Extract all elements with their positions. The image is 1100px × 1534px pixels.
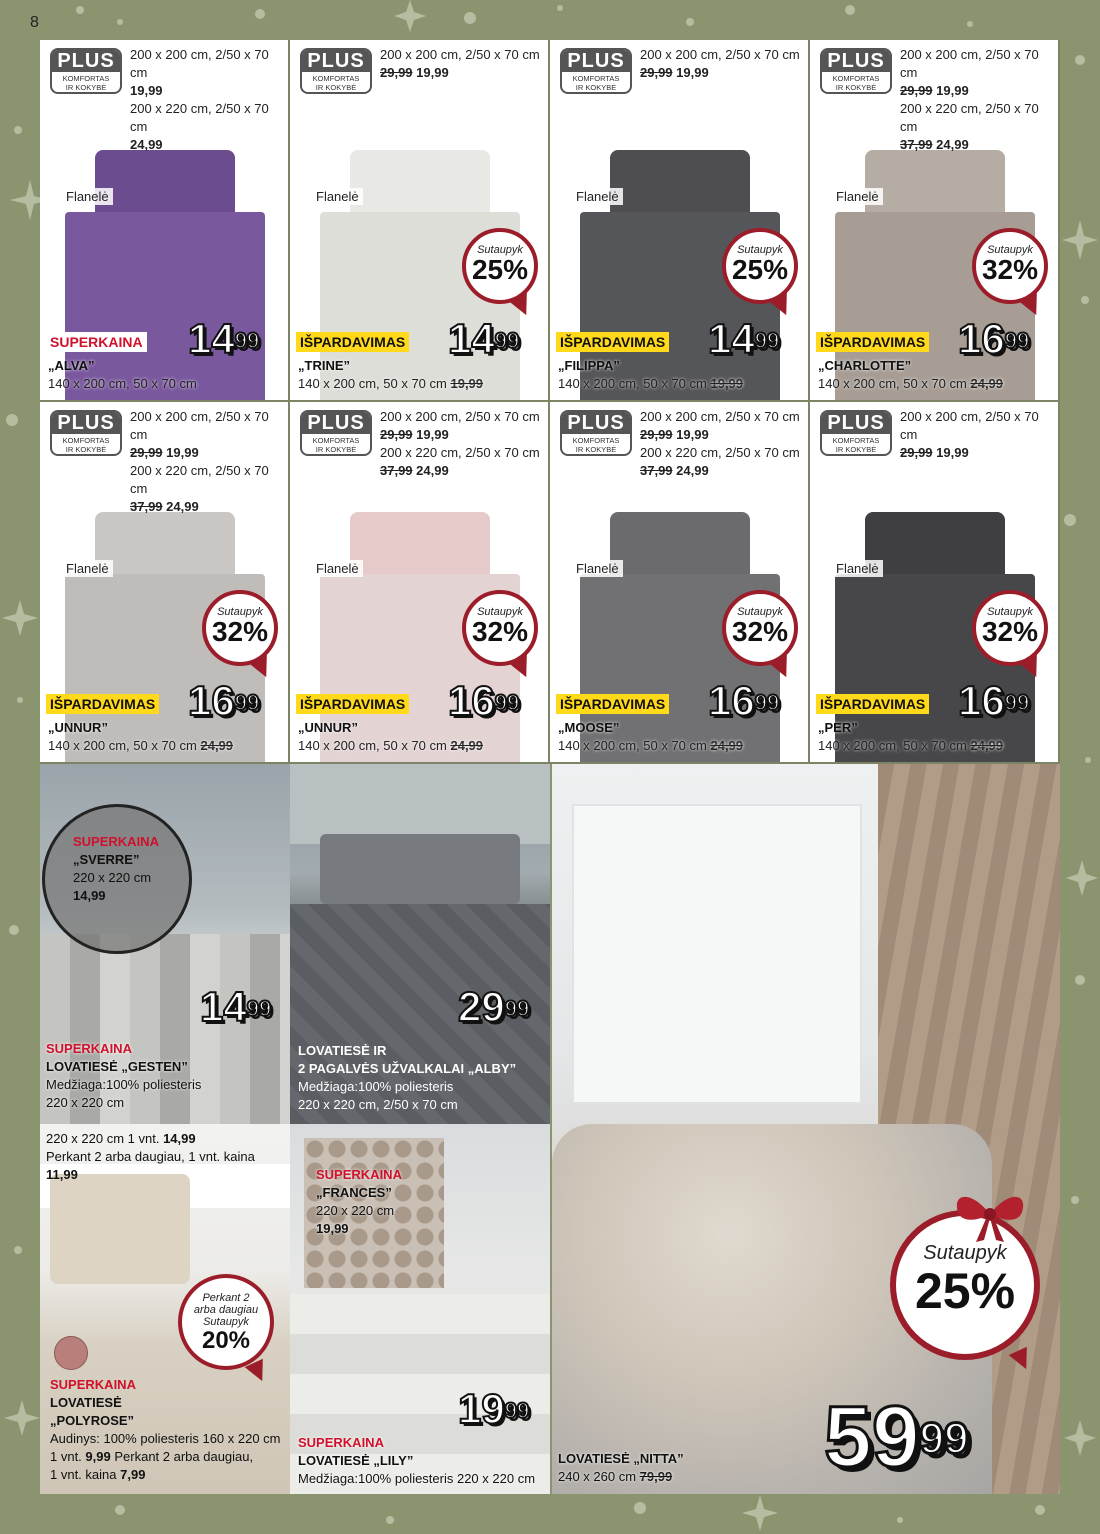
polyrose-title-2: „POLYROSE” — [50, 1413, 135, 1428]
variant-1-price: 19,99 — [130, 83, 163, 98]
nitta-price: $59^{99}$ — [824, 1389, 969, 1485]
product-card[interactable] — [810, 402, 1060, 764]
product-name: „ALVA” — [48, 358, 95, 373]
size-variants — [640, 408, 800, 480]
product-size: 140 x 200 cm, 50 x 70 cm 19,99 — [558, 376, 744, 391]
variant-2-size: 200 x 220 cm, 2/50 x 70 cm — [900, 101, 1039, 134]
save-bubble: Sutaupyk 32% — [972, 590, 1048, 666]
bow-icon — [950, 1184, 1030, 1244]
product-card[interactable] — [550, 40, 810, 402]
sale-label: IŠPARDAVIMAS — [296, 332, 409, 352]
price: $16^{99}$ — [958, 315, 1030, 362]
save-bubble: Sutaupyk 25% — [462, 228, 538, 304]
variant-1-size: 200 x 200 cm, 2/50 x 70 cm — [640, 47, 800, 62]
product-name: „FILIPPA” — [558, 358, 620, 373]
save-bubble: Sutaupyk 32% — [722, 590, 798, 666]
save-percent: 25% — [731, 254, 789, 285]
alby-pillow — [320, 834, 520, 904]
sverre-name: „SVERRE” — [73, 852, 140, 867]
lily-info — [298, 1434, 535, 1488]
alby-size: 220 x 220 cm, 2/50 x 70 cm — [298, 1097, 458, 1112]
plus-badge: PLUS KOMFORTAS IR KOKYBĖ — [300, 410, 372, 456]
sale-label: SUPERKAINA — [46, 332, 147, 352]
polyrose-pillow — [50, 1174, 190, 1284]
frances-label: SUPERKAINA — [316, 1167, 402, 1182]
sale-label: IŠPARDAVIMAS — [556, 332, 669, 352]
plus-badge: PLUS KOMFORTAS IR KOKYBĖ — [820, 410, 892, 456]
frances-name: „FRANCES” — [316, 1185, 392, 1200]
fabric-label: Flanelė — [832, 560, 883, 577]
product-card[interactable] — [810, 40, 1060, 402]
plus-badge: PLUS KOMFORTAS IR KOKYBĖ — [820, 48, 892, 94]
variant-1-size: 200 x 200 cm, 2/50 x 70 cm — [640, 409, 800, 424]
polyrose-label: SUPERKAINA — [50, 1377, 136, 1392]
save-percent: 25% — [471, 254, 529, 285]
size-variants — [640, 46, 800, 82]
variant-2-price: 24,99 — [166, 499, 199, 514]
plus-badge: PLUS KOMFORTAS IR KOKYBĖ — [300, 48, 372, 94]
gesten-label: SUPERKAINA — [46, 1041, 132, 1056]
product-name: „CHARLOTTE” — [818, 358, 912, 373]
variant-1-old: 29,99 — [380, 427, 413, 442]
alby-title-2: 2 PAGALVĖS UŽVALKALAI „ALBY” — [298, 1061, 517, 1076]
sverre-circle — [42, 804, 192, 954]
page-number: 8 — [30, 14, 39, 31]
sale-label: IŠPARDAVIMAS — [296, 694, 409, 714]
product-size: 140 x 200 cm, 50 x 70 cm 19,99 — [298, 376, 484, 391]
size-variants — [130, 408, 288, 516]
lily-title: LOVATIESĖ „LILY” — [298, 1453, 414, 1468]
variant-2-price: 24,99 — [676, 463, 709, 478]
save-percent: 32% — [981, 254, 1039, 285]
lily-label: SUPERKAINA — [298, 1435, 384, 1450]
color-swatch-icon — [54, 1336, 88, 1370]
gesten-material: Medžiaga:100% poliesteris — [46, 1077, 202, 1092]
product-size: 140 x 200 cm, 50 x 70 cm 24,99 — [818, 376, 1004, 391]
polyrose-info: SUPERKAINA LOVATIESĖ „POLYROSE” Audinys: 100% poliesteris 160 x 220 cm 1 vnt. 9,99 Perkant 2 arba daugiau, 1 vnt. kaina 7,99 — [50, 1377, 281, 1482]
sverre-price: 14,99 — [73, 888, 106, 903]
gesten-info — [46, 1040, 201, 1112]
variant-2-size: 200 x 220 cm, 2/50 x 70 cm — [130, 101, 269, 134]
nitta-save-bubble: Sutaupyk 25% — [890, 1210, 1040, 1360]
polyrose-title-1: LOVATIESĖ — [50, 1395, 122, 1410]
gesten-size: 220 x 220 cm — [46, 1095, 125, 1110]
variant-1-price: 19,99 — [166, 445, 199, 460]
variant-1-size: 200 x 200 cm, 2/50 x 70 cm — [380, 409, 540, 424]
variant-1-size: 200 x 200 cm, 2/50 x 70 cm — [130, 47, 269, 80]
sale-label: IŠPARDAVIMAS — [816, 332, 929, 352]
variant-1-price: 19,99 — [936, 445, 969, 460]
save-bubble: Sutaupyk 32% — [972, 228, 1048, 304]
gesten-price: $14^{99}$ — [200, 983, 272, 1030]
frances-price: 19,99 — [316, 1221, 349, 1236]
frances-info — [316, 1166, 402, 1238]
alby-info — [298, 1042, 516, 1114]
variant-2-size: 200 x 220 cm, 2/50 x 70 cm — [380, 445, 540, 460]
variant-1-old: 29,99 — [900, 83, 933, 98]
price: $16^{99}$ — [448, 677, 520, 724]
price: $16^{99}$ — [188, 677, 260, 724]
variant-1-size: 200 x 200 cm, 2/50 x 70 cm — [130, 409, 269, 442]
plus-badge: PLUS KOMFORTAS IR KOKYBĖ — [560, 410, 632, 456]
variant-2-old: 37,99 — [640, 463, 673, 478]
product-name: „PER” — [818, 720, 858, 735]
product-size: 140 x 200 cm, 50 x 70 cm 24,99 — [558, 738, 744, 753]
sale-label: IŠPARDAVIMAS — [556, 694, 669, 714]
lily-material: Medžiaga:100% poliesteris 220 x 220 cm — [298, 1471, 536, 1486]
plus-badge: PLUS KOMFORTAS IR KOKYBĖ — [50, 410, 122, 456]
fabric-label: Flanelė — [312, 188, 363, 205]
price: $16^{99}$ — [958, 677, 1030, 724]
size-variants — [900, 46, 1058, 154]
size-variants — [380, 46, 540, 82]
save-bubble: Sutaupyk 25% — [722, 228, 798, 304]
variant-1-old: 29,99 — [640, 427, 673, 442]
alby-title-1: LOVATIESĖ IR — [298, 1043, 387, 1058]
variant-2-price: 24,99 — [936, 137, 969, 152]
nitta-title: LOVATIESĖ „NITTA” — [558, 1451, 684, 1466]
variant-2-old: 37,99 — [900, 137, 933, 152]
sverre-size: 220 x 220 cm — [73, 870, 152, 885]
variant-2-size: 200 x 220 cm, 2/50 x 70 cm — [130, 463, 269, 496]
save-percent: 32% — [731, 616, 789, 647]
gesten-photo — [40, 764, 290, 1124]
save-bubble: Sutaupyk 32% — [202, 590, 278, 666]
variant-1-price: 19,99 — [676, 65, 709, 80]
variant-1-size: 200 x 200 cm, 2/50 x 70 cm — [900, 409, 1039, 442]
polyrose-material: Audinys: 100% poliesteris 160 x 220 cm — [50, 1431, 281, 1446]
product-card[interactable] — [290, 402, 550, 764]
product-size: 140 x 200 cm, 50 x 70 cm 24,99 — [818, 738, 1004, 753]
price: $14^{99}$ — [708, 315, 780, 362]
price: $16^{99}$ — [708, 677, 780, 724]
variant-1-price: 19,99 — [936, 83, 969, 98]
variant-2-price: 24,99 — [130, 137, 163, 152]
variant-2-price: 24,99 — [416, 463, 449, 478]
variant-2-size: 200 x 220 cm, 2/50 x 70 cm — [640, 445, 800, 460]
nitta-info — [558, 1450, 684, 1486]
fabric-label: Flanelė — [572, 188, 623, 205]
variant-1-old: 29,99 — [380, 65, 413, 80]
variant-2-old: 37,99 — [130, 499, 163, 514]
size-variants — [900, 408, 1058, 462]
alby-price: $29^{99}$ — [458, 983, 530, 1030]
product-name: „TRINE” — [298, 358, 350, 373]
product-card[interactable] — [290, 40, 550, 402]
product-size: 140 x 200 cm, 50 x 70 cm 24,99 — [298, 738, 484, 753]
product-card[interactable] — [550, 402, 810, 764]
nitta-size: 240 x 260 cm — [558, 1469, 637, 1484]
nitta-window — [572, 804, 862, 1104]
size-variants — [130, 46, 288, 154]
polyrose-photo — [40, 1124, 290, 1494]
product-size: 140 x 200 cm, 50 x 70 cm 24,99 — [48, 738, 234, 753]
variant-1-old: 29,99 — [900, 445, 933, 460]
plus-badge: PLUS KOMFORTAS IR KOKYBĖ — [560, 48, 632, 94]
variant-2-old: 37,99 — [380, 463, 413, 478]
polyrose-save-bubble: Perkant 2 arba daugiau Sutaupyk 20% — [178, 1274, 274, 1370]
nitta-old-price: 79,99 — [639, 1469, 673, 1484]
fabric-label: Flanelė — [312, 560, 363, 577]
plus-badge: PLUS KOMFORTAS IR KOKYBĖ — [50, 48, 122, 94]
product-name: „UNNUR” — [48, 720, 108, 735]
save-percent: 32% — [981, 616, 1039, 647]
size-variants — [380, 408, 540, 480]
variant-1-price: 19,99 — [416, 65, 449, 80]
product-card[interactable] — [40, 402, 290, 764]
gesten-title: LOVATIESĖ „GESTEN” — [46, 1059, 188, 1074]
fabric-label: Flanelė — [62, 560, 113, 577]
polyrose-top-info: 220 x 220 cm 1 vnt. 14,99 Perkant 2 arba daugiau, 1 vnt. kaina 11,99 — [46, 1131, 255, 1182]
fabric-label: Flanelė — [572, 560, 623, 577]
frances-size: 220 x 220 cm — [316, 1203, 395, 1218]
save-bubble: Sutaupyk 32% — [462, 590, 538, 666]
product-name: „MOOSE” — [558, 720, 620, 735]
sverre-label: SUPERKAINA — [73, 834, 159, 849]
variant-1-size: 200 x 200 cm, 2/50 x 70 cm — [900, 47, 1039, 80]
sale-label: IŠPARDAVIMAS — [46, 694, 159, 714]
product-name: „UNNUR” — [298, 720, 358, 735]
variant-1-price: 19,99 — [416, 427, 449, 442]
variant-1-size: 200 x 200 cm, 2/50 x 70 cm — [380, 47, 540, 62]
save-percent: 32% — [471, 616, 529, 647]
price: $14^{99}$ — [188, 315, 260, 362]
lily-price: $19^{99}$ — [458, 1385, 530, 1432]
save-percent: 32% — [211, 616, 269, 647]
alby-photo — [290, 764, 550, 1124]
lily-photo — [290, 1124, 550, 1494]
product-card[interactable] — [40, 40, 290, 402]
fabric-label: Flanelė — [62, 188, 113, 205]
price: $14^{99}$ — [448, 315, 520, 362]
product-size: 140 x 200 cm, 50 x 70 cm — [48, 376, 197, 391]
variant-1-old: 29,99 — [130, 445, 163, 460]
fabric-label: Flanelė — [832, 188, 883, 205]
sale-label: IŠPARDAVIMAS — [816, 694, 929, 714]
variant-1-price: 19,99 — [676, 427, 709, 442]
nitta-photo — [552, 764, 1060, 1494]
variant-1-old: 29,99 — [640, 65, 673, 80]
alby-material: Medžiaga:100% poliesteris — [298, 1079, 454, 1094]
